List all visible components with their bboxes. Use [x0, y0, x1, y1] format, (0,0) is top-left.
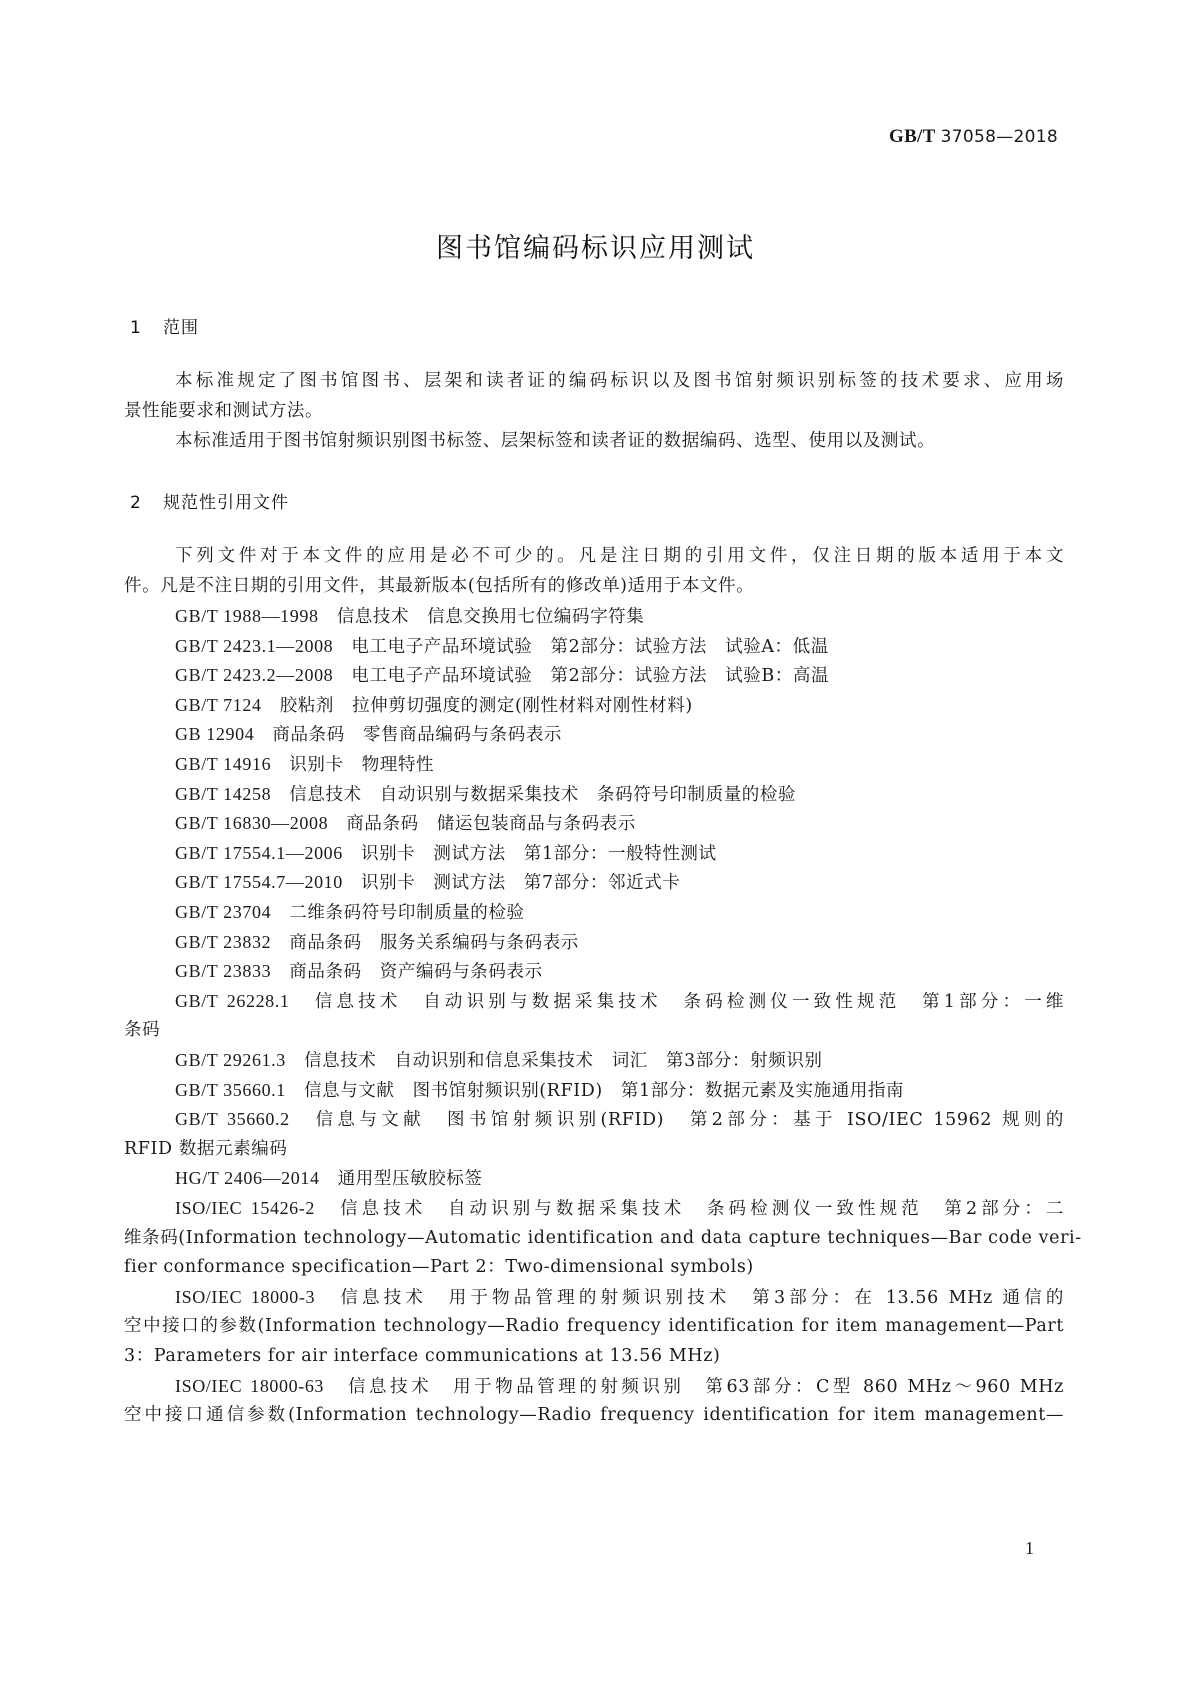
reference-title: 信息技术 自动识别和信息采集技术 词汇 第3部分：射频识别	[304, 1051, 823, 1071]
reference-item	[175, 1075, 1064, 1106]
reference-item	[175, 956, 1064, 987]
reference-code: GB/T 2423.1—2008	[175, 635, 334, 656]
spacer	[289, 992, 314, 1012]
reference-continuation: 空中接口的参数(Information technology—Radio frequency identification for item management—Part	[124, 1316, 1064, 1337]
spacer	[290, 1110, 316, 1130]
paragraph-line: 件。凡是不注日期的引用文件，其最新版本(包括所有的修改单)适用于本文件。	[124, 576, 755, 596]
reference-title: 信息技术 用于物品管理的射频识别技术 第3部分：在 13.56 MHz 通信的	[340, 1287, 1064, 1308]
page-number: 1	[1025, 1538, 1034, 1558]
spacer	[320, 1169, 338, 1189]
reference-code: GB/T 1988—1998	[175, 606, 319, 626]
paragraph-line: 本标准适用于图书馆射频识别图书标签、层架标签和读者证的数据编码、选型、使用以及测试。	[175, 431, 936, 451]
reference-item	[175, 601, 1064, 632]
spacer	[343, 844, 361, 864]
reference-code: ISO/IEC 15426-2	[175, 1198, 315, 1218]
reference-item	[175, 749, 1064, 780]
standard-number: 37058—2018	[940, 127, 1058, 147]
reference-item	[175, 867, 1064, 898]
reference-title: 信息技术 用于物品管理的射频识别 第63部分：C型 860 MHz～960 MHz	[348, 1376, 1064, 1397]
document-title: 图书馆编码标识应用测试	[436, 233, 755, 264]
reference-item	[175, 1045, 1064, 1076]
spacer	[271, 962, 289, 982]
reference-item	[175, 1163, 1064, 1194]
spacer	[286, 1081, 304, 1101]
reference-continuation: 3：Parameters for air interface communications at 13.56 MHz)	[124, 1346, 721, 1366]
reference-title: 商品条码 资产编码与条码表示	[289, 962, 543, 983]
section-number: 2	[130, 493, 142, 513]
standard-code	[889, 126, 1058, 148]
spacer	[271, 933, 289, 953]
reference-code: GB/T 2423.2—2008	[175, 665, 334, 686]
reference-item	[175, 897, 1064, 928]
reference-title: 识别卡 测试方法 第7部分：邻近式卡	[361, 873, 681, 894]
reference-item	[175, 631, 1064, 662]
reference-code: GB/T 14916	[175, 754, 272, 774]
paragraph-line: 本标准规定了图书馆图书、层架和读者证的编码标识以及图书馆射频识别标签的技术要求、应用场	[175, 371, 1064, 391]
section-heading-normative-references	[130, 488, 289, 513]
reference-title: 识别卡 物理特性	[289, 755, 435, 775]
reference-code: GB/T 14258	[175, 783, 272, 804]
reference-title: 胶粘剂 拉伸剪切强度的测定(刚性材料对刚性材料)	[279, 695, 693, 716]
spacer	[328, 814, 346, 834]
spacer	[333, 637, 351, 657]
reference-item	[175, 719, 1064, 750]
reference-item	[175, 1282, 1064, 1313]
reference-title: 商品条码 零售商品编码与条码表示	[272, 725, 563, 746]
reference-code: HG/T 2406—2014	[175, 1168, 320, 1189]
reference-item	[175, 1371, 1064, 1402]
reference-title: 信息技术 自动识别与数据采集技术 条码检测仪一致性规范 第2部分：二	[340, 1199, 1065, 1219]
reference-item	[175, 690, 1064, 721]
reference-continuation: fier conformance specification—Part 2：Two-dimensional symbols)	[124, 1257, 754, 1278]
reference-title: 信息技术 自动识别与数据采集技术 条码检测仪一致性规范 第1部分：一维	[314, 991, 1064, 1012]
reference-title: 信息技术 自动识别与数据采集技术 条码符号印制质量的检验	[289, 784, 797, 805]
section-heading-scope	[130, 313, 199, 338]
spacer	[271, 785, 289, 805]
reference-code: GB/T 35660.1	[175, 1079, 286, 1100]
reference-code: GB/T 23704	[175, 902, 272, 922]
reference-code: GB/T 17554.7—2010	[175, 872, 343, 893]
reference-title: 商品条码 储运包装商品与条码表示	[346, 814, 636, 835]
section-title: 规范性引用文件	[163, 493, 289, 513]
section-number: 1	[130, 318, 142, 338]
paragraph-line: 景性能要求和测试方法。	[124, 401, 324, 421]
reference-code: GB/T 35660.2	[175, 1109, 290, 1130]
reference-code: GB/T 29261.3	[175, 1050, 286, 1070]
reference-continuation: 维条码(Information technology—Automatic identification and data capture techniques—Bar code veri-	[124, 1227, 1082, 1248]
spacer	[254, 725, 272, 745]
reference-item	[175, 1104, 1064, 1135]
reference-title: 信息与文献 图书馆射频识别(RFID) 第1部分：数据元素及实施通用指南	[304, 1080, 905, 1101]
reference-continuation: RFID 数据元素编码	[124, 1138, 288, 1159]
reference-code: GB 12904	[175, 724, 255, 745]
reference-code: ISO/IEC 18000-3	[175, 1286, 316, 1307]
reference-title: 电工电子产品环境试验 第2部分：试验方法 试验B：高温	[351, 666, 830, 687]
spacer	[315, 1288, 340, 1308]
spacer	[262, 696, 280, 716]
paragraph-line: 下列文件对于本文件的应用是必不可少的。凡是注日期的引用文件，仅注日期的版本适用于本文	[175, 546, 1064, 566]
spacer	[286, 1051, 304, 1071]
reference-title: 通用型压敏胶标签	[337, 1169, 483, 1190]
reference-code: GB/T 26228.1	[175, 990, 290, 1011]
reference-title: 信息技术 信息交换用七位编码字符集	[336, 607, 645, 627]
section-title: 范围	[163, 318, 199, 338]
spacer	[324, 1377, 348, 1397]
reference-item	[175, 986, 1064, 1017]
reference-code: GB/T 7124	[175, 694, 262, 715]
spacer	[315, 1199, 340, 1219]
reference-continuation: 条码	[124, 1020, 161, 1041]
standard-prefix: GB/T	[888, 126, 936, 147]
reference-item	[175, 808, 1064, 839]
reference-code: ISO/IEC 18000-63	[175, 1375, 325, 1396]
reference-code: GB/T 23833	[175, 961, 272, 982]
reference-item	[175, 779, 1064, 810]
reference-title: 信息与文献 图书馆射频识别(RFID) 第2部分：基于 ISO/IEC 15962 规则的	[315, 1110, 1064, 1131]
reference-code: GB/T 16830—2008	[175, 813, 329, 834]
reference-title: 二维条码符号印制质量的检验	[289, 903, 525, 923]
reference-title: 识别卡 测试方法 第1部分：一般特性测试	[361, 843, 717, 864]
spacer	[319, 607, 337, 627]
reference-code: GB/T 17554.1—2006	[175, 842, 343, 863]
reference-continuation: 空中接口通信参数(Information technology—Radio frequency identification for item management—	[124, 1405, 1064, 1426]
reference-item	[175, 838, 1064, 869]
reference-item	[175, 927, 1064, 958]
spacer	[271, 903, 289, 923]
spacer	[343, 873, 361, 893]
reference-title: 电工电子产品环境试验 第2部分：试验方法 试验A：低温	[351, 636, 829, 657]
reference-title: 商品条码 服务关系编码与条码表示	[289, 932, 579, 953]
spacer	[333, 666, 351, 686]
reference-item	[175, 1193, 1064, 1224]
reference-item	[175, 660, 1064, 691]
spacer	[271, 755, 289, 775]
reference-code: GB/T 23832	[175, 931, 272, 952]
